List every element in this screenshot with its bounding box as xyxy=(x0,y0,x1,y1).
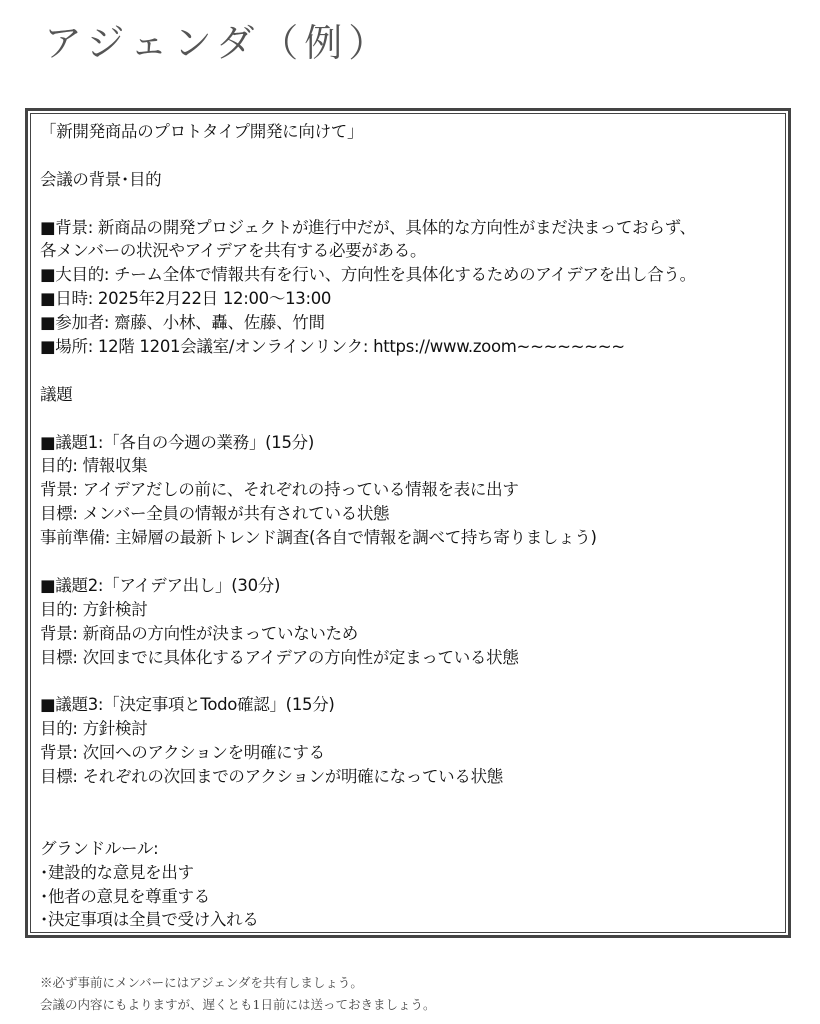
agenda-line: 目的: 方針検討 xyxy=(40,599,148,619)
footer-note: 会議の内容にもよりますが、遅くとも1日前には送っておきましょう。 xyxy=(40,997,436,1012)
agenda-line: ■日時: 2025年2月22日 12:00～13:00 xyxy=(40,289,332,309)
agenda-line: ■参加者: 齋藤、小林、轟、佐藤、竹間 xyxy=(40,313,325,333)
agenda-line: グランドルール: xyxy=(40,838,159,858)
agenda-line: 各メンバーの状況やアイデアを共有する必要がある。 xyxy=(40,241,427,261)
agenda-line: ■場所: 12階 1201会議室/オンラインリンク: https://www.zoom~~~~~~~~ xyxy=(40,337,625,357)
agenda-line xyxy=(40,813,777,837)
agenda-line: 目的: 方針検討 xyxy=(40,719,148,739)
agenda-box xyxy=(25,108,791,938)
agenda-line xyxy=(40,192,777,216)
agenda-line: 事前準備: 主婦層の最新トレンド調査(各自で情報を調べて持ち寄りましょう) xyxy=(40,528,597,548)
agenda-line: 背景: 次回へのアクションを明確にする xyxy=(40,743,325,763)
agenda-line: 会議の背景･目的 xyxy=(40,169,162,189)
agenda-line: 目標: メンバー全員の情報が共有されている状態 xyxy=(40,504,390,524)
agenda-line: ■議題3:「決定事項とTodo確認」(15分) xyxy=(40,695,335,715)
agenda-line xyxy=(40,144,777,168)
agenda-line: ･決定事項は全員で受け入れる xyxy=(40,910,259,930)
agenda-line xyxy=(40,359,777,383)
agenda-line: ■議題2:「アイデア出し」(30分) xyxy=(40,575,281,595)
agenda-line xyxy=(40,550,777,574)
agenda-line: ･他者の意見を尊重する xyxy=(40,886,210,906)
agenda-line xyxy=(40,789,777,813)
page-title: アジェンダ（例） xyxy=(44,21,393,65)
agenda-line: 背景: 新商品の方向性が決まっていないため xyxy=(40,623,359,643)
footer-note: ※必ず事前にメンバーにはアジェンダを共有しましょう。 xyxy=(40,975,363,990)
agenda-line: 背景: アイデアだしの前に、それぞれの持っている情報を表に出す xyxy=(40,480,519,500)
agenda-line: ■議題1:「各自の今週の業務」(15分) xyxy=(40,432,315,452)
agenda-line: ■大目的: チーム全体で情報共有を行い、方向性を具体化するためのアイデアを出し合う。 xyxy=(40,265,696,285)
agenda-line xyxy=(40,407,777,431)
agenda-line: 目的: 情報収集 xyxy=(40,456,148,476)
agenda-line xyxy=(40,669,777,693)
agenda-line: ■背景: 新商品の開発プロジェクトが進行中だが、具体的な方向性がまだ決まっておらず、 xyxy=(40,217,696,237)
agenda-line: ･建設的な意見を出す xyxy=(40,862,194,882)
agenda-line: 議題 xyxy=(40,384,73,404)
agenda-line: 「新開発商品のプロトタイプ開発に向けて」 xyxy=(40,122,364,141)
agenda-line: 目標: それぞれの次回までのアクションが明確になっている状態 xyxy=(40,767,503,787)
footer-notes xyxy=(40,972,435,1016)
agenda-line: 目標: 次回までに具体化するアイデアの方向性が定まっている状態 xyxy=(40,647,519,667)
agenda-content xyxy=(30,113,786,933)
